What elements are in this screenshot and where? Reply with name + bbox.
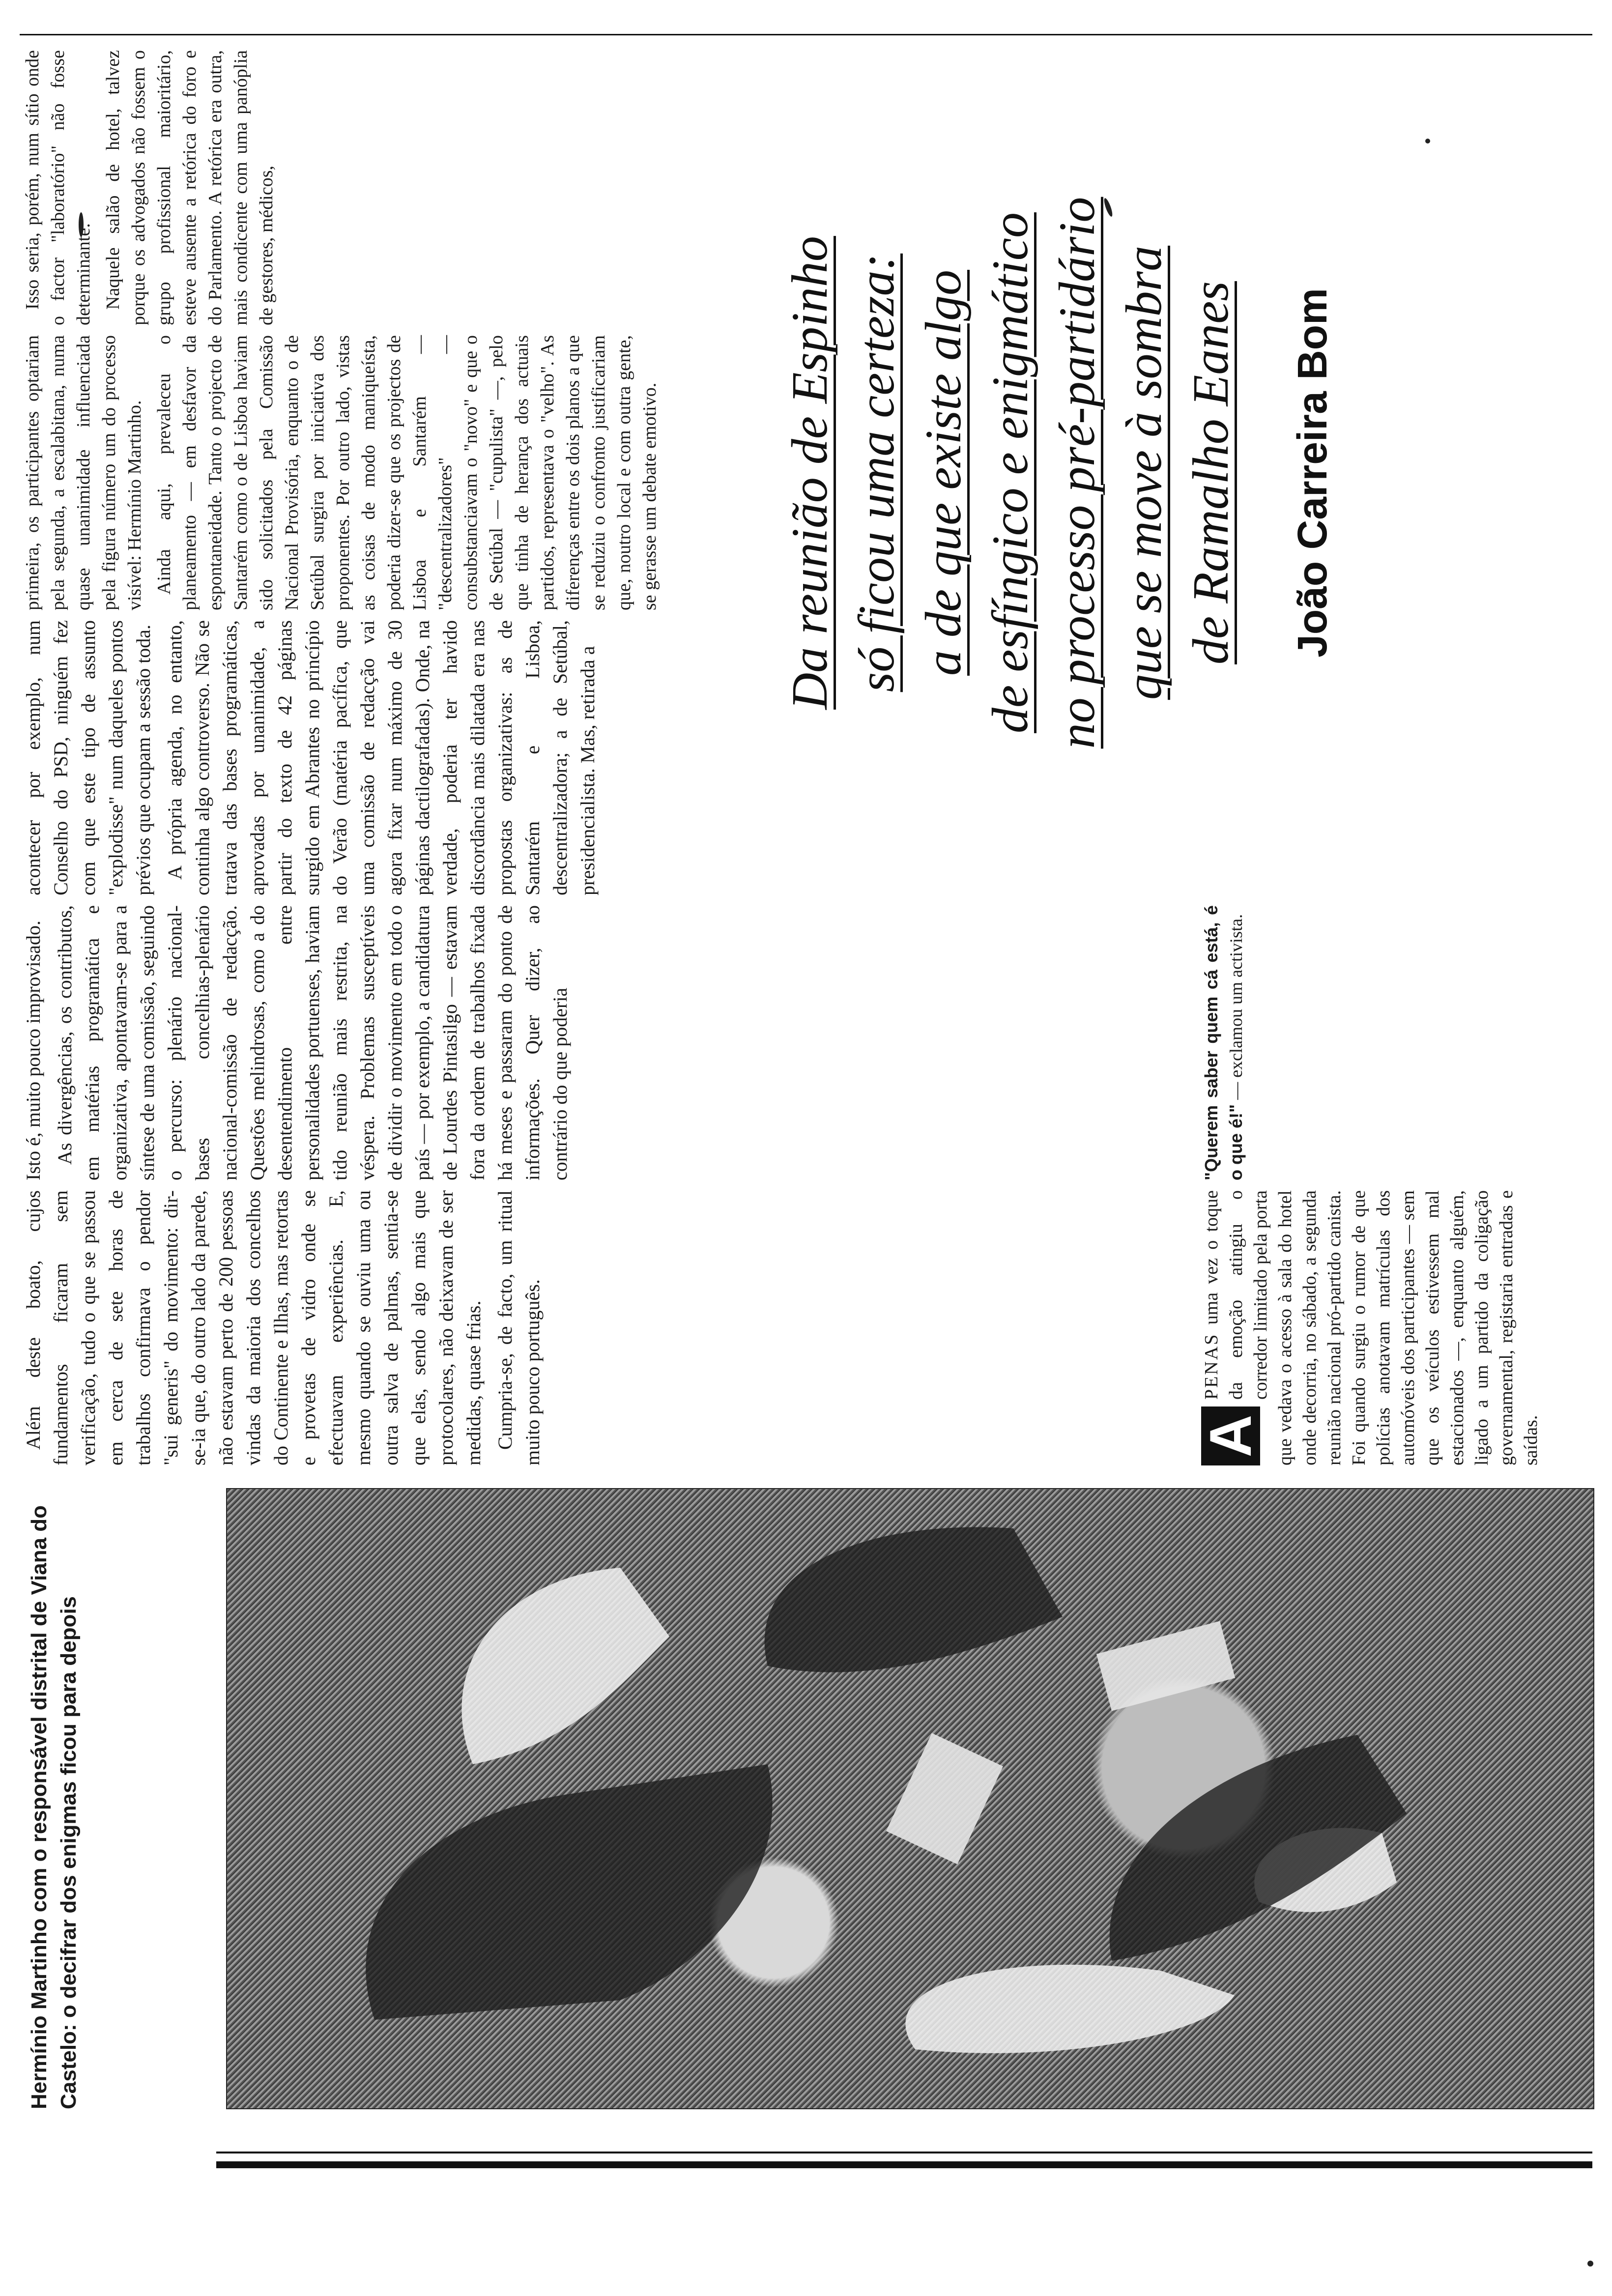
headline-line: só ficou uma certeza: [848,253,905,692]
paragraph: primeira, os participantes optariam pela segunda, a escalabitana, numa quase unanimidade influenciada pela figura número um do processo visível: Hermínio Martinho. [22,335,145,610]
dropcap: A [1201,1406,1260,1465]
headline-line: Da reunião de Espinho [781,236,838,710]
paragraph: Naquele salão de hotel, talvez porque os advogados não fossem o grupo profissional maioritário, esteve ausente a retórica do foro e do Parlamento. A retórica era outra, mais condicente com uma panóplia de gestores, médicos, [103,50,277,325]
paragraph: acontecer por exemplo, num Conselho do PSD, ninguém fez com que este tipo de assunto "explodisse" num daqueles pontos prévios que ocupam a sessão toda. [22,620,154,895]
scan-speck [1587,2261,1593,2267]
article-column-3 [20,620,767,895]
article-column-4 [20,335,767,610]
paragraph: Cumpria-se, de facto, um ritual muito pouco português. [494,1190,544,1465]
lead-text: uma vez o toque da emoção atingiu o corredor limitado pela porta que vedava o acesso à sala do hotel onde decorria, no sábado, a segunda reunião nacional pró-partido canista. Foi quando surgiu o rumor de que polícias anotavam matrículas dos automóveis dos participantes — sem que os veículos estivessem mal estacionados —, enquanto alguém, ligado a um partido da coligação governamental, registaria entradas e saídas. [1201,1190,1541,1465]
headline-line: de Ramalho Eanes [1182,281,1239,664]
article-column-2 [20,905,1189,1180]
article-column-1d [20,1190,1189,1465]
paragraph: A própria agenda, no entanto, continha algo controverso. Não se tratava das bases programáticas, aprovadas por unanimidade, a partir do texto de 42 páginas surgido em Abrantes no princípio do Verão (matéria pacífica, que uma comissão de redacção vai agora fixar num máximo de 30 páginas dactilografadas). Onde, na verdade, poderia ter havido discordância mais dilatada era nas propostas organizativas: as de Santarém e Lisboa, descentralizadora; a de Setúbal, presidencialista. Mas, retirada a [164,620,599,895]
paragraph: Ainda aqui, prevaleceu o planeamento — em desfavor da espontaneidade. Tanto o projecto de Santarém como o de Lisboa haviam sido solicitados pela Comissão Nacional Provisória, enquanto o de Setúbal surgira por iniciativa dos proponentes. Por outro lado, vistas as coisas de modo maniqueísta, poderia dizer-se que os projectos de Lisboa e Santarém — "descentralizadores" — consubstanciavam o "novo" e que o de Setúbal — "cupulista" —, pelo que tinha de herança dos actuais partidos, representava o "velho". As diferenças entre os dois planos a que se reduziu o confronto justificariam que, noutro local e com outra gente, se gerasse um debate emotivo. [154,335,660,610]
caption-rule [216,2161,1592,2168]
lead-paragraph [1199,1190,1543,1465]
headline-line: no processo pré-partidário [1049,197,1105,749]
quote-paragraph [1199,905,1248,1180]
headline-line: que se move à sombra [1116,245,1172,700]
headline-line: de esfíngico e enigmático [982,212,1038,733]
article-byline: João Carreira Bom [1289,288,1335,658]
article-headline [777,50,1268,895]
quote-bold: "Querem saber quem cá está, é o que é!" [1201,905,1246,1180]
paragraph: As divergências, os contributos, em matérias programática e organizativa, apontavam-se para a síntese de uma comissão, seguindo o percurso: plenário nacional-bases concelhias-plenário nacional-comissão de redacção. Questões melindrosas, como a do desentendimento entre personalidades portuenses, haviam tido reunião mais restrita, na véspera. Problemas susceptíveis de dividir o movimento em todo o país — por exemplo, a candidatura de Lourdes Pintasilgo — estavam fora da ordem de trabalhos fixada há meses e passaram do ponto de informações. Quer dizer, ao contrário do que poderia [54,905,571,1180]
lead-smallcaps: PENAS [1201,1333,1222,1400]
column-rule [20,34,1592,35]
headline-line: a de que existe algo [915,270,972,676]
caption-rule-thin [216,2152,1592,2153]
paragraph: Além deste boato, cujos fundamentos ficaram sem verificação, tudo o que se passou em cerca de sete horas de trabalhos confirmava o pendor "sui generis" do movimento: dir-se-ia que, do outro lado da parede, não estavam perto de 200 pessoas vindas da maioria dos concelhos do Continente e Ilhas, mas retortas e provetas de vidro onde se efectuavam experiências. E, mesmo quando se ouviu uma ou outra salva de palmas, sentia-se que elas, sendo algo mais que protocolares, não deixavam de ser medidas, quase frias. [22,1190,485,1465]
news-photo [226,1488,1594,2109]
paragraph: Isto é, muito pouco improvisado. [22,920,44,1180]
article-column-1b [1199,905,1583,1180]
photo-caption: Hermínio Martinho com o responsável distrital de Viana do Castelo: o decifrar dos enigmas ficou para depois [27,1505,81,2109]
article-column-1 [1199,1190,1583,1465]
quote-rest: — exclamou um activista. [1226,914,1246,1104]
paragraph: Isso seria, porém, num sítio onde o factor "laboratório" não fosse determinante. [22,50,94,325]
photo-figures-icon [227,1489,1593,2108]
